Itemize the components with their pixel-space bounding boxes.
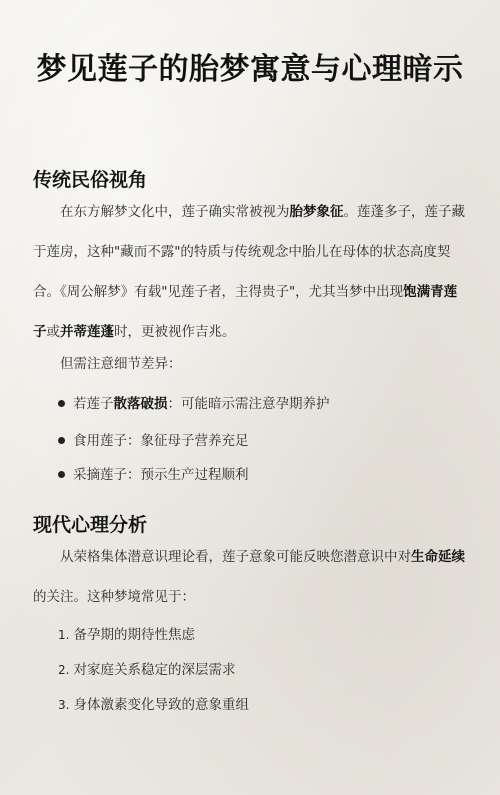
list-number: 2.: [58, 663, 70, 677]
list-item: [58, 623, 195, 643]
emphasis-text: 胎梦象征: [289, 204, 344, 220]
list-item: [58, 463, 249, 483]
paragraph-text: 的关注。这种梦境常见于：: [33, 589, 195, 605]
list-item-text: 备孕期的期待性焦虑: [73, 627, 195, 643]
emphasis-text: 散落破损: [113, 396, 168, 412]
paragraph-text: 或: [46, 324, 60, 340]
list-item: [58, 392, 330, 412]
section-heading-psychology: 现代心理分析: [33, 514, 148, 536]
list-item-text: ：可能暗示需注意孕期养护: [167, 396, 330, 412]
list-number: 3.: [58, 698, 70, 712]
emphasis-text: 生命延续: [411, 549, 465, 565]
paragraph-text: 时，更被视作吉兆。: [114, 324, 236, 340]
list-item: [58, 429, 249, 449]
emphasis-text: 并蒂莲蓬: [60, 324, 114, 340]
list-item: [58, 658, 235, 678]
page-title: 梦见莲子的胎梦寓意与心理暗示: [36, 52, 464, 87]
psychology-paragraph: [33, 537, 465, 617]
list-item-text: 若莲子: [73, 396, 114, 412]
paragraph-text: 。莲蓬多子，莲子藏于莲房，这种"藏而不露"的特质与传统观念中胎儿在母体的状态高度契合。《周公解梦》有载"见莲子者，主得贵子"，尤其当梦中出现: [33, 204, 465, 300]
bullet-icon: [58, 471, 65, 478]
section-heading-tradition: 传统民俗视角: [33, 169, 148, 191]
list-item-text: 食用莲子：象征母子营养充足: [73, 433, 249, 449]
emphasis-text: 饱满青莲子: [33, 284, 458, 340]
list-item-text: 采摘莲子：预示生产过程顺利: [73, 467, 249, 483]
list-item: [58, 693, 249, 713]
paragraph-text: 从荣格集体潜意识理论看，莲子意象可能反映您潜意识中对: [60, 549, 411, 565]
tradition-paragraph: [33, 192, 465, 352]
paragraph-text: 在东方解梦文化中，莲子确实常被视为: [60, 204, 290, 220]
list-item-text: 身体激素变化导致的意象重组: [73, 697, 249, 713]
bullet-icon: [58, 437, 65, 444]
list-number: 1.: [58, 628, 70, 642]
bullet-icon: [58, 400, 65, 407]
list-item-text: 对家庭关系稳定的深层需求: [73, 662, 236, 678]
detail-intro: 但需注意细节差异：: [60, 356, 182, 372]
